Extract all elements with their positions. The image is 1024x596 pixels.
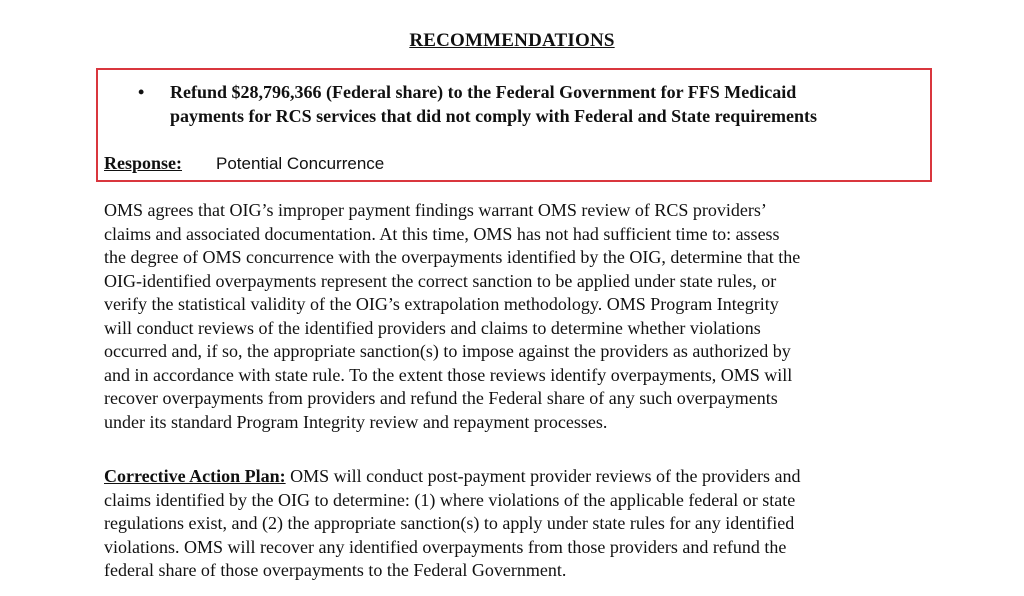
paragraph-line: and in accordance with state rule. To the extent those reviews identify overpayments, OMS will: [104, 364, 793, 385]
paragraph-line: OIG-identified overpayments represent the correct sanction to be applied under state rules, or: [104, 270, 777, 291]
section-heading: RECOMMENDATIONS: [409, 30, 615, 51]
corrective-action-paragraph: [104, 465, 924, 583]
response-row: [104, 152, 384, 175]
paragraph-line: federal share of those overpayments to the Federal Government.: [104, 560, 567, 580]
response-label: Response:: [104, 153, 183, 173]
response-paragraph: [104, 199, 924, 434]
corrective-action-first-line: [104, 465, 924, 489]
recommendation-line: Refund $28,796,366 (Federal share) to the Federal Government for FFS Medicaid: [170, 82, 797, 102]
paragraph-line: claims identified by the OIG to determine: (1) where violations of the applicable federal or state: [104, 489, 796, 510]
corrective-action-text: OMS will conduct post-payment provider reviews of the providers and: [285, 466, 801, 486]
paragraph-line: regulations exist, and (2) the appropriate sanction(s) to apply under state rules for any identified: [104, 513, 795, 533]
paragraph-line: claims and associated documentation. At this time, OMS has not had sufficient time to: assess: [104, 223, 780, 244]
paragraph-line: OMS agrees that OIG’s improper payment findings warrant OMS review of RCS providers’: [104, 200, 767, 220]
paragraph-line: occurred and, if so, the appropriate sanction(s) to impose against the providers as authorized by: [104, 341, 791, 361]
paragraph-line: the degree of OMS concurrence with the overpayments identified by the OIG, determine that the: [104, 247, 801, 267]
paragraph-line: violations. OMS will recover any identified overpayments from those providers and refund the: [104, 536, 787, 557]
paragraph-line: will conduct reviews of the identified providers and claims to determine whether violations: [104, 317, 761, 338]
recommendation-text: [170, 80, 930, 128]
recommendation-line: payments for RCS services that did not comply with Federal and State requirements: [170, 106, 817, 126]
paragraph-line: verify the statistical validity of the OIG’s extrapolation methodology. OMS Program Integrity: [104, 294, 779, 314]
paragraph-line: recover overpayments from providers and refund the Federal share of any such overpayments: [104, 388, 778, 408]
bullet-icon: •: [138, 82, 145, 102]
corrective-action-label: Corrective Action Plan:: [104, 466, 286, 486]
paragraph-line: under its standard Program Integrity review and repayment processes.: [104, 411, 608, 432]
response-value: Potential Concurrence: [216, 154, 385, 173]
